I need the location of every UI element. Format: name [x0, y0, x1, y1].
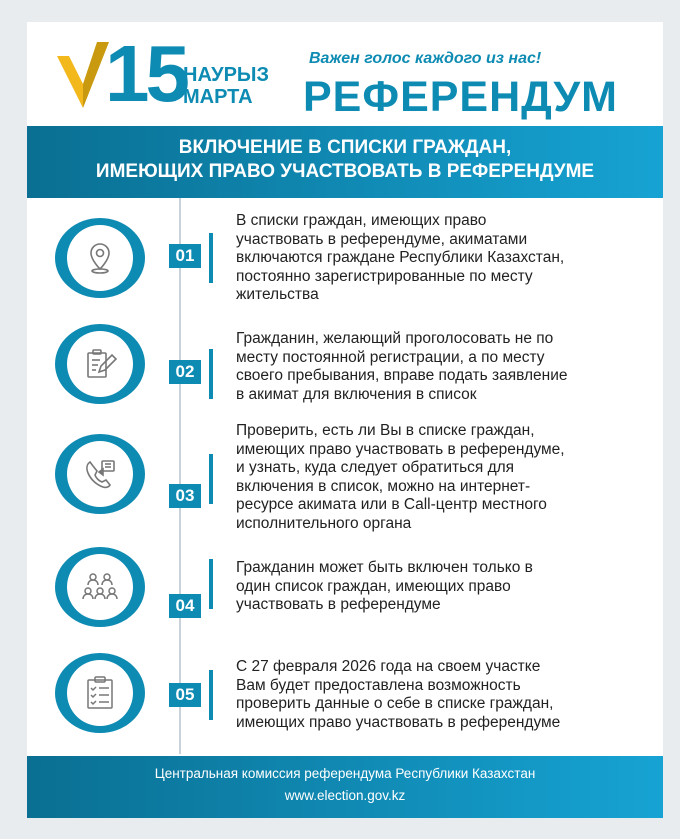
logo-number: 15	[105, 29, 186, 118]
step-icon-ring	[55, 324, 145, 404]
logo-month-kaz: НАУРЫЗ	[183, 64, 270, 86]
footer-organization: Центральная комиссия референдума Республики Казахстан	[154, 766, 536, 781]
logo-check-icon	[57, 42, 109, 108]
step-icon-ring	[55, 653, 145, 733]
step-icon-ring	[55, 218, 145, 298]
step-number: 04	[169, 594, 201, 618]
step-accent-bar	[209, 349, 213, 399]
banner-line-1: ВКЛЮЧЕНИЕ В СПИСКИ ГРАЖДАН,	[178, 137, 512, 158]
slogan: Важен голос каждого из нас!	[309, 50, 542, 67]
step-text: В списки граждан, имеющих право участвовать в референдуме, акиматами включаются граждане Республики Казахстан, постоянно зарегистрированные по месту жительства	[236, 212, 565, 303]
poster-card	[27, 22, 663, 818]
step-accent-bar	[209, 559, 213, 609]
location-pin-icon	[82, 240, 118, 276]
step-accent-bar	[209, 670, 213, 720]
people-group-icon	[82, 569, 118, 605]
step-text: С 27 февраля 2026 года на своем участке Вам будет предоставлена возможность проверить данные о себе в списке граждан, имеющих право участвовать в референдуме	[236, 658, 561, 731]
step-text: Гражданин может быть включен только в один список граждан, имеющих право участвовать в референдуме	[236, 559, 533, 613]
footer-website-link[interactable]: www.election.gov.kz	[284, 788, 406, 803]
step-icon-ring	[55, 434, 145, 514]
step-number: 05	[169, 683, 201, 707]
step-accent-bar	[209, 454, 213, 504]
step-icon-ring	[55, 547, 145, 627]
banner-line-2: ИМЕЮЩИХ ПРАВО УЧАСТВОВАТЬ В РЕФЕРЕНДУМЕ	[95, 161, 595, 182]
timeline-line	[179, 198, 181, 754]
phone-call-icon	[82, 456, 118, 492]
section-banner	[27, 126, 663, 198]
step-number: 02	[169, 360, 201, 384]
step-text: Проверить, есть ли Вы в списке граждан, имеющих право участвовать в референдуме, и узнать, куда следует обратиться для включения в список, можно на интернет- ресурсе акимата или в Call-центр местного исполнительного органа	[236, 422, 565, 532]
checklist-clipboard-icon	[82, 675, 118, 711]
step-text: Гражданин, желающий проголосовать не по месту постоянной регистрации, а по месту своего пребывания, вправе подать заявление в акимат для включения в список	[236, 330, 568, 403]
step-accent-bar	[209, 233, 213, 283]
header	[27, 22, 663, 126]
logo-month-rus: МАРТА	[183, 86, 253, 108]
edit-document-icon	[82, 346, 118, 382]
footer	[27, 756, 663, 818]
step-number: 03	[169, 484, 201, 508]
step-number: 01	[169, 244, 201, 268]
page-title: РЕФЕРЕНДУМ	[303, 73, 618, 121]
